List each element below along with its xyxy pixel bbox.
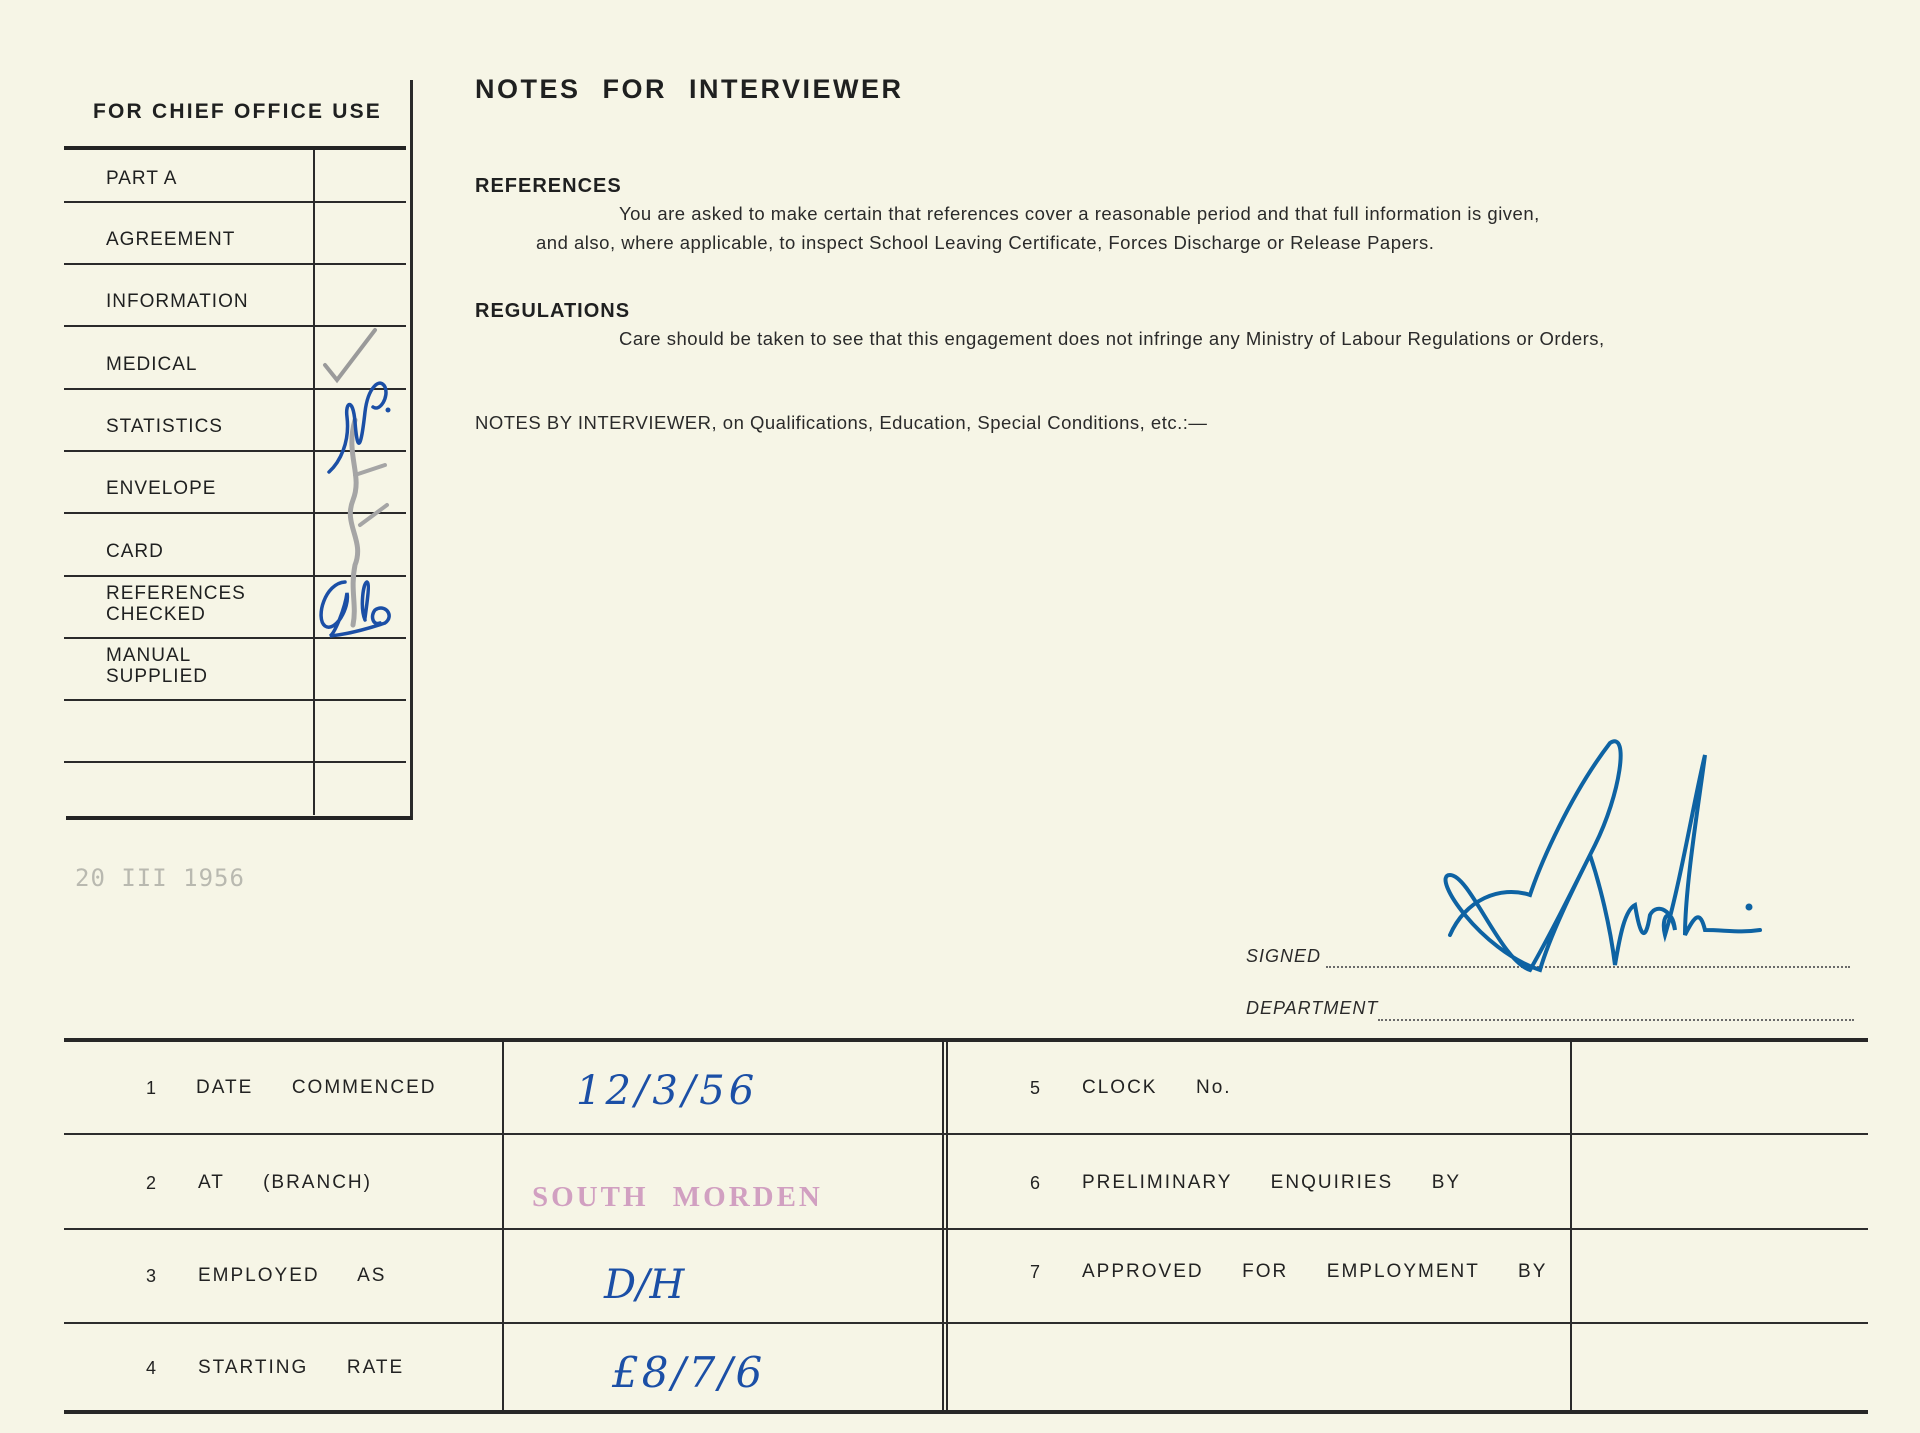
regulations-text: Care should be taken to see that this engagement does not infringe any Ministry of Labour Regulations or Orders, bbox=[619, 328, 1605, 349]
row-label: STARTING RATE bbox=[198, 1357, 405, 1378]
panel-border bbox=[410, 80, 413, 820]
label-line: REFERENCES bbox=[106, 583, 246, 604]
row-number: 1 bbox=[146, 1078, 157, 1098]
signed-label: SIGNED bbox=[1246, 946, 1322, 966]
checklist-label bbox=[106, 583, 246, 625]
row-divider bbox=[64, 1322, 1868, 1324]
column-divider bbox=[942, 1042, 944, 1410]
blank-field[interactable] bbox=[1580, 1330, 1860, 1406]
checklist-row-manual-supplied bbox=[64, 639, 406, 701]
row-label: EMPLOYED AS bbox=[198, 1265, 387, 1286]
checklist-label: INFORMATION bbox=[106, 291, 249, 312]
column-divider bbox=[946, 1042, 948, 1410]
checklist-label: STATISTICS bbox=[106, 416, 223, 437]
notes-title: NOTES FOR INTERVIEWER bbox=[475, 74, 904, 104]
label-line: CHECKED bbox=[106, 604, 206, 625]
date-commenced-value[interactable]: 12/3/56 bbox=[576, 1068, 759, 1114]
date-stamp: 20 III 1956 bbox=[75, 864, 245, 892]
checklist-label: AGREEMENT bbox=[106, 229, 236, 250]
checklist-label bbox=[106, 645, 208, 687]
row-number: 7 bbox=[1030, 1262, 1041, 1282]
row-number: 4 bbox=[146, 1358, 157, 1378]
department-field[interactable] bbox=[1378, 1019, 1854, 1021]
references-heading: REFERENCES bbox=[475, 175, 622, 197]
checklist-row-part-a bbox=[64, 150, 406, 203]
regulations-heading: REGULATIONS bbox=[475, 300, 631, 322]
row-label: APPROVED FOR EMPLOYMENT BY bbox=[1082, 1261, 1548, 1282]
references-text-line-1: You are asked to make certain that references cover a reasonable period and that full information is given, bbox=[619, 203, 1540, 224]
clock-no-field[interactable] bbox=[1580, 1050, 1860, 1128]
row-number: 6 bbox=[1030, 1173, 1041, 1193]
column-divider bbox=[1570, 1042, 1572, 1410]
checklist-row-blank bbox=[64, 701, 406, 763]
row-divider bbox=[64, 1133, 1868, 1135]
references-text-line-2: and also, where applicable, to inspect School Leaving Certificate, Forces Discharge or Release Papers. bbox=[536, 232, 1435, 253]
preliminary-enquiries-field[interactable] bbox=[1580, 1140, 1860, 1222]
employed-as-value[interactable]: D/H bbox=[604, 1262, 685, 1308]
row-label: PRELIMINARY ENQUIRIES BY bbox=[1082, 1172, 1462, 1193]
checklist-label: ENVELOPE bbox=[106, 478, 217, 499]
branch-stamp-value[interactable]: SOUTH MORDEN bbox=[532, 1181, 823, 1213]
checklist-row-information bbox=[64, 265, 406, 327]
department-label: DEPARTMENT bbox=[1246, 998, 1379, 1018]
checklist-label: PART A bbox=[106, 168, 178, 189]
row-label: DATE COMMENCED bbox=[196, 1077, 437, 1098]
column-divider bbox=[502, 1042, 504, 1410]
checklist-row-blank bbox=[64, 763, 406, 816]
table-top-border bbox=[64, 1038, 1868, 1042]
row-number: 2 bbox=[146, 1173, 157, 1193]
checklist-label: CARD bbox=[106, 541, 164, 562]
ink-initials-qb bbox=[315, 578, 395, 640]
row-label: AT (BRANCH) bbox=[198, 1172, 372, 1193]
ink-initials-np bbox=[325, 372, 400, 477]
row-number: 5 bbox=[1030, 1078, 1041, 1098]
divider bbox=[66, 816, 412, 820]
checklist-row-agreement bbox=[64, 203, 406, 265]
row-label: CLOCK No. bbox=[1082, 1077, 1232, 1098]
checklist-label: MEDICAL bbox=[106, 354, 198, 375]
chief-office-title: FOR CHIEF OFFICE USE bbox=[93, 100, 383, 123]
label-line: MANUAL bbox=[106, 645, 192, 666]
notes-by-interviewer-label: NOTES BY INTERVIEWER, on Qualifications, Education, Special Conditions, etc.:— bbox=[475, 412, 1208, 433]
row-divider bbox=[64, 1228, 1868, 1230]
label-line: SUPPLIED bbox=[106, 666, 208, 687]
handwritten-signature bbox=[1420, 735, 1780, 975]
starting-rate-value[interactable]: £8/7/6 bbox=[612, 1348, 766, 1397]
approved-by-field[interactable] bbox=[1580, 1235, 1860, 1317]
table-bottom-border bbox=[64, 1410, 1868, 1414]
row-number: 3 bbox=[146, 1266, 157, 1286]
